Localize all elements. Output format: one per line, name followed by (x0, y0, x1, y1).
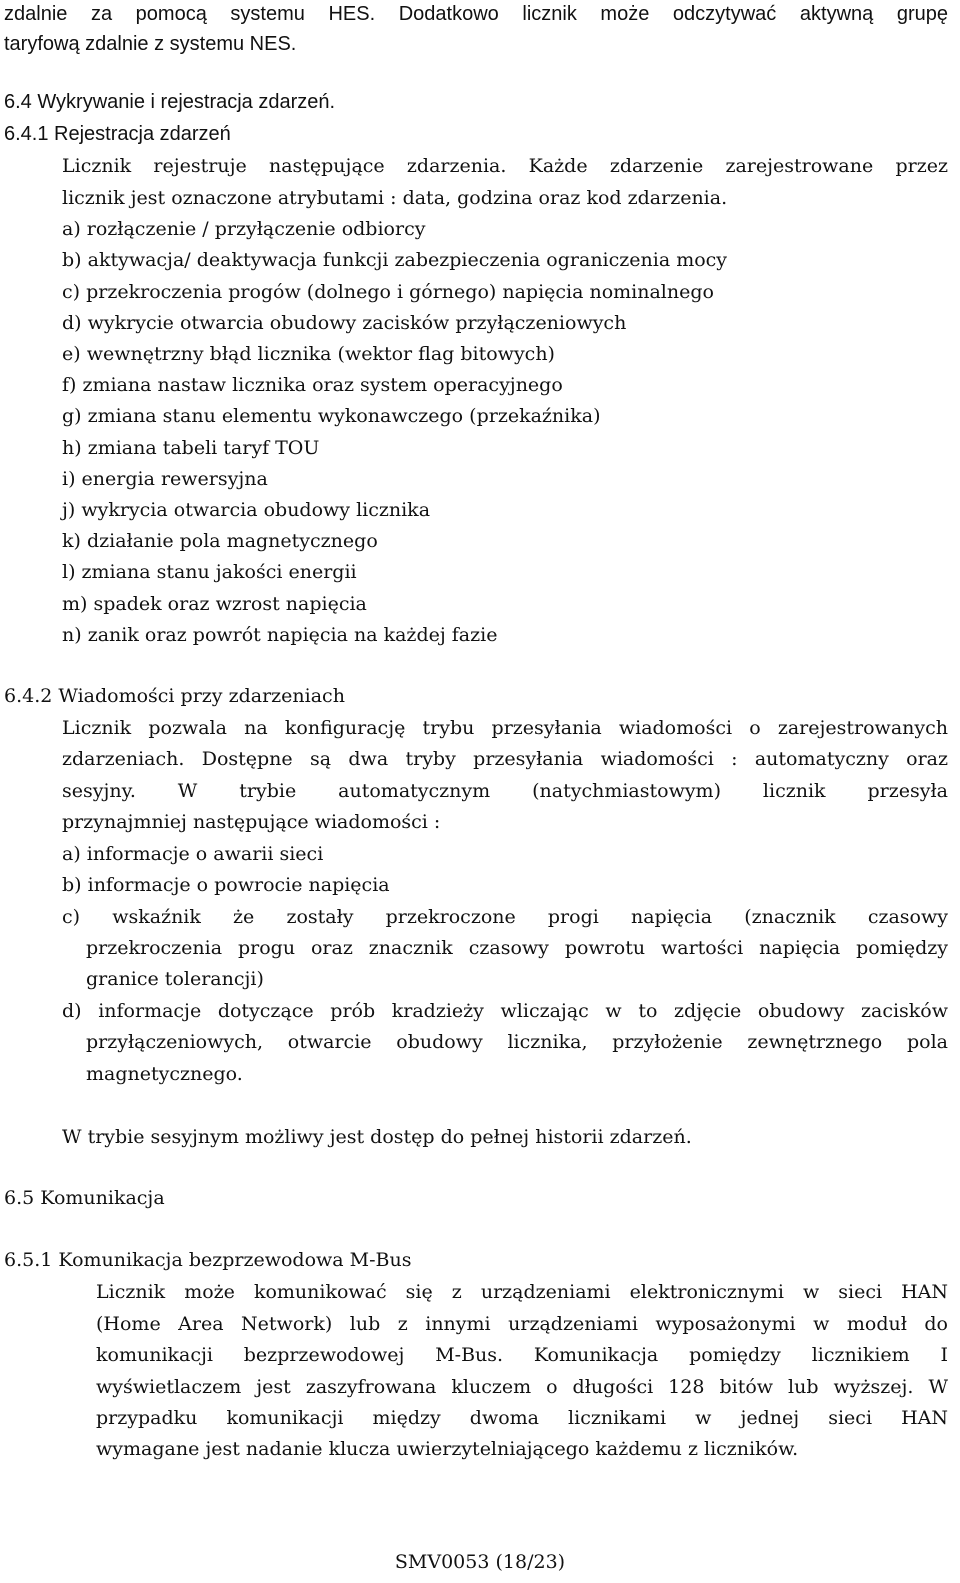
message-item-a: a) informacje o awarii sieci (62, 843, 324, 865)
event-item-j: j) wykrycia otwarcia obudowy licznika (62, 499, 431, 521)
session-mode-note: W trybie sesyjnym możliwy jest dostęp do pełnej historii zdarzeń. (62, 1126, 692, 1148)
section-6-4-2-para-line-1: Licznik pozwala na konfigurację trybu przesyłania wiadomości o zarejestrowanych (62, 717, 948, 739)
section-6-4-heading: 6.4 Wykrywanie i rejestracja zdarzeń. (4, 91, 336, 113)
message-item-d-line-3: magnetycznego. (86, 1063, 243, 1085)
event-item-g: g) zmiana stanu elementu wykonawczego (przekaźnika) (62, 405, 601, 427)
section-6-4-1-para-line-1: Licznik rejestruje następujące zdarzenia. Każde zdarzenie zarejestrowane przez (62, 155, 948, 177)
event-item-c: c) przekroczenia progów (dolnego i górnego) napięcia nominalnego (62, 281, 714, 303)
section-6-5-1-heading: 6.5.1 Komunikacja bezprzewodowa M-Bus (4, 1249, 412, 1271)
intro-line-2: taryfową zdalnie z systemu NES. (4, 33, 297, 55)
event-item-l: l) zmiana stanu jakości energii (62, 561, 357, 583)
section-6-5-1-para-line-6: wymagane jest nadanie klucza uwierzytelniającego każdemu z liczników. (96, 1438, 799, 1460)
section-6-5-heading: 6.5 Komunikacja (4, 1187, 165, 1209)
event-item-k: k) działanie pola magnetycznego (62, 530, 378, 552)
section-6-5-1-para-line-5: przypadku komunikacji między dwoma licznikami w jednej sieci HAN (96, 1407, 948, 1429)
page-footer: SMV0053 (18/23) (394, 1551, 566, 1573)
message-item-b: b) informacje o powrocie napięcia (62, 874, 390, 896)
section-6-5-1-para-line-1: Licznik może komunikować się z urządzeniami elektronicznymi w sieci HAN (96, 1281, 948, 1303)
event-item-b: b) aktywacja/ deaktywacja funkcji zabezpieczenia ograniczenia mocy (62, 249, 728, 271)
message-item-c-line-1: c) wskaźnik że zostały przekroczone progi napięcia (znacznik czasowy (62, 906, 948, 928)
section-6-4-1-para-line-2: licznik jest oznaczone atrybutami : data, godzina oraz kod zdarzenia. (62, 187, 728, 209)
message-item-d-line-2: przyłączeniowych, otwarcie obudowy licznika, przyłożenie zewnętrznego pola (86, 1031, 948, 1053)
event-item-a: a) rozłączenie / przyłączenie odbiorcy (62, 218, 426, 240)
section-6-5-1-para-line-3: komunikacji bezprzewodowej M-Bus. Komunikacja pomiędzy licznikiem I (96, 1344, 948, 1366)
intro-line-1: zdalnie za pomocą systemu HES. Dodatkowo licznik może odczytywać aktywną grupę (4, 3, 948, 25)
event-item-d: d) wykrycie otwarcia obudowy zacisków przyłączeniowych (62, 312, 627, 334)
section-6-5-1-para-line-4: wyświetlaczem jest zaszyfrowana kluczem o długości 128 bitów lub wyższej. W (96, 1376, 948, 1398)
event-item-i: i) energia rewersyjna (62, 468, 268, 490)
section-6-4-2-para-line-2: zdarzeniach. Dostępne są dwa tryby przesyłania wiadomości : automatyczny oraz (62, 748, 948, 770)
message-item-c-line-3: granice tolerancji) (86, 968, 264, 990)
message-item-d-line-1: d) informacje dotyczące prób kradzieży wliczając w to zdjęcie obudowy zacisków (62, 1000, 948, 1022)
section-6-4-1-heading: 6.4.1 Rejestracja zdarzeń (4, 123, 231, 145)
event-item-f: f) zmiana nastaw licznika oraz system operacyjnego (62, 374, 563, 396)
section-6-5-1-para-line-2: (Home Area Network) lub z innymi urządzeniami wyposażonymi w moduł do (96, 1313, 948, 1335)
event-item-m: m) spadek oraz wzrost napięcia (62, 593, 367, 615)
message-item-c-line-2: przekroczenia progu oraz znacznik czasowy powrotu wartości napięcia pomiędzy (86, 937, 948, 959)
section-6-4-2-para-line-3: sesyjny. W trybie automatycznym (natychmiastowym) licznik przesyła (62, 780, 948, 802)
event-item-e: e) wewnętrzny błąd licznika (wektor flag bitowych) (62, 343, 555, 365)
section-6-4-2-para-line-4: przynajmniej następujące wiadomości : (62, 811, 441, 833)
event-item-n: n) zanik oraz powrót napięcia na każdej fazie (62, 624, 498, 646)
section-6-4-2-heading: 6.4.2 Wiadomości przy zdarzeniach (4, 685, 345, 707)
event-item-h: h) zmiana tabeli taryf TOU (62, 437, 320, 459)
